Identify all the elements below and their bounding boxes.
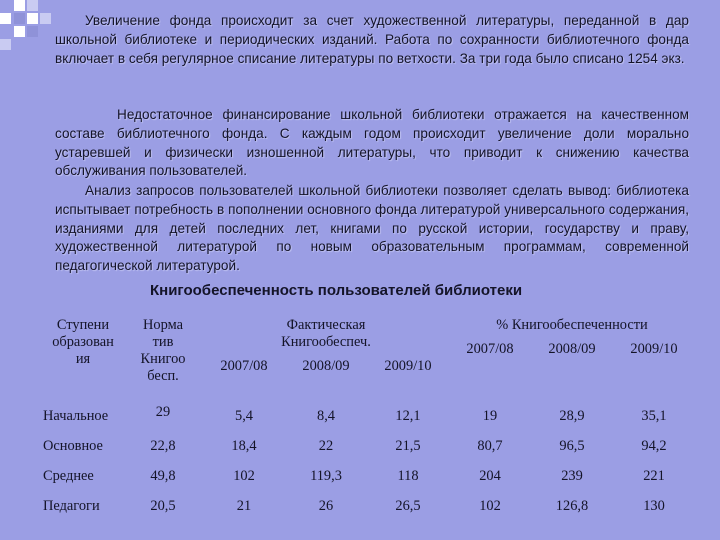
header-year: 2008/09 bbox=[302, 358, 350, 374]
cell-percent: 94,2 bbox=[641, 437, 667, 454]
decor-square bbox=[0, 13, 11, 24]
cell-actual: 26,5 bbox=[395, 497, 421, 514]
paragraph-financing: Недостаточное финансирование школьной библиотеки отражается на качественном составе библиотечного фонда. С каждым годом происходит увеличение доли морально устаревшей и физически изношенной литературы, что приводит к снижению качества обслуживания пользователей. bbox=[55, 107, 689, 179]
cell-actual: 21 bbox=[236, 497, 252, 514]
table-row bbox=[43, 431, 695, 461]
header-percent-group: % Книгообеспеченности bbox=[496, 317, 648, 333]
row-norm: 22,8 bbox=[150, 437, 176, 454]
cell-percent: 126,8 bbox=[555, 497, 589, 514]
table-row bbox=[43, 491, 695, 521]
decor-square bbox=[14, 26, 25, 37]
decor-square bbox=[27, 26, 38, 37]
cell-actual: 12,1 bbox=[395, 407, 421, 424]
header-actual-group: Фактическая Книгообеспеч. bbox=[281, 317, 371, 350]
table-title: Книгообеспеченность пользователей библиотеки bbox=[150, 282, 523, 299]
row-norm: 49,8 bbox=[150, 467, 176, 484]
header-year: 2009/10 bbox=[630, 341, 678, 357]
row-level: Педагоги bbox=[43, 497, 100, 514]
cell-percent: 221 bbox=[643, 467, 665, 484]
paragraph-fund-growth: Увеличение фонда происходит за счет художественной литературы, переданной в дар школьной библиотеке и периодических изданий. Работа по сохранности библиотечного фонда включает в себя регулярное списание литературы по ветхости. За три года было списано 1254 экз. bbox=[55, 13, 689, 66]
cell-actual: 22 bbox=[318, 437, 334, 454]
header-norm: Норма тив Книгоо бесп. bbox=[140, 317, 186, 384]
book-supply-table bbox=[43, 313, 695, 521]
cell-percent: 35,1 bbox=[641, 407, 667, 424]
header-level: Ступени образован ия bbox=[52, 317, 114, 367]
decor-square bbox=[0, 39, 11, 50]
row-level: Начальное bbox=[43, 407, 109, 424]
header-year: 2007/08 bbox=[220, 358, 268, 374]
row-level: Основное bbox=[43, 437, 103, 454]
decor-square bbox=[14, 0, 25, 11]
corner-squares-decoration bbox=[0, 0, 60, 60]
cell-actual: 18,4 bbox=[231, 437, 257, 454]
paragraph-requests-analysis: Анализ запросов пользователей школьной библиотеки позволяет сделать вывод: библиотека испытывает потребность в пополнении основного фонда литературой универсального содержания, изданиями для детей последних лет, книгами по русской истории, государству и праву, художественной литературой по новым образовательным программам, современной педагогической литературой. bbox=[55, 183, 689, 274]
cell-percent: 102 bbox=[479, 497, 501, 514]
row-level: Среднее bbox=[43, 467, 94, 484]
table-row bbox=[43, 401, 695, 431]
cell-percent: 204 bbox=[479, 467, 501, 484]
cell-actual: 102 bbox=[233, 467, 255, 484]
cell-actual: 21,5 bbox=[395, 437, 421, 454]
decor-square bbox=[27, 13, 38, 24]
cell-percent: 239 bbox=[561, 467, 583, 484]
cell-percent: 19 bbox=[482, 407, 498, 424]
cell-percent: 80,7 bbox=[477, 437, 503, 454]
decor-square bbox=[14, 13, 25, 24]
cell-percent: 130 bbox=[643, 497, 665, 514]
cell-actual: 118 bbox=[397, 467, 419, 484]
cell-actual: 5,4 bbox=[235, 407, 253, 424]
decor-square bbox=[40, 13, 51, 24]
header-year: 2007/08 bbox=[466, 341, 514, 357]
cell-percent: 96,5 bbox=[559, 437, 585, 454]
row-norm: 29 bbox=[155, 403, 171, 420]
cell-actual: 26 bbox=[318, 497, 334, 514]
table-row bbox=[43, 461, 695, 491]
cell-actual: 8,4 bbox=[317, 407, 335, 424]
decor-square bbox=[27, 0, 38, 11]
cell-actual: 119,3 bbox=[310, 467, 342, 484]
header-year: 2008/09 bbox=[548, 341, 596, 357]
row-norm: 20,5 bbox=[150, 497, 176, 514]
table-header-row bbox=[43, 313, 695, 401]
cell-percent: 28,9 bbox=[559, 407, 585, 424]
header-year: 2009/10 bbox=[384, 358, 432, 374]
